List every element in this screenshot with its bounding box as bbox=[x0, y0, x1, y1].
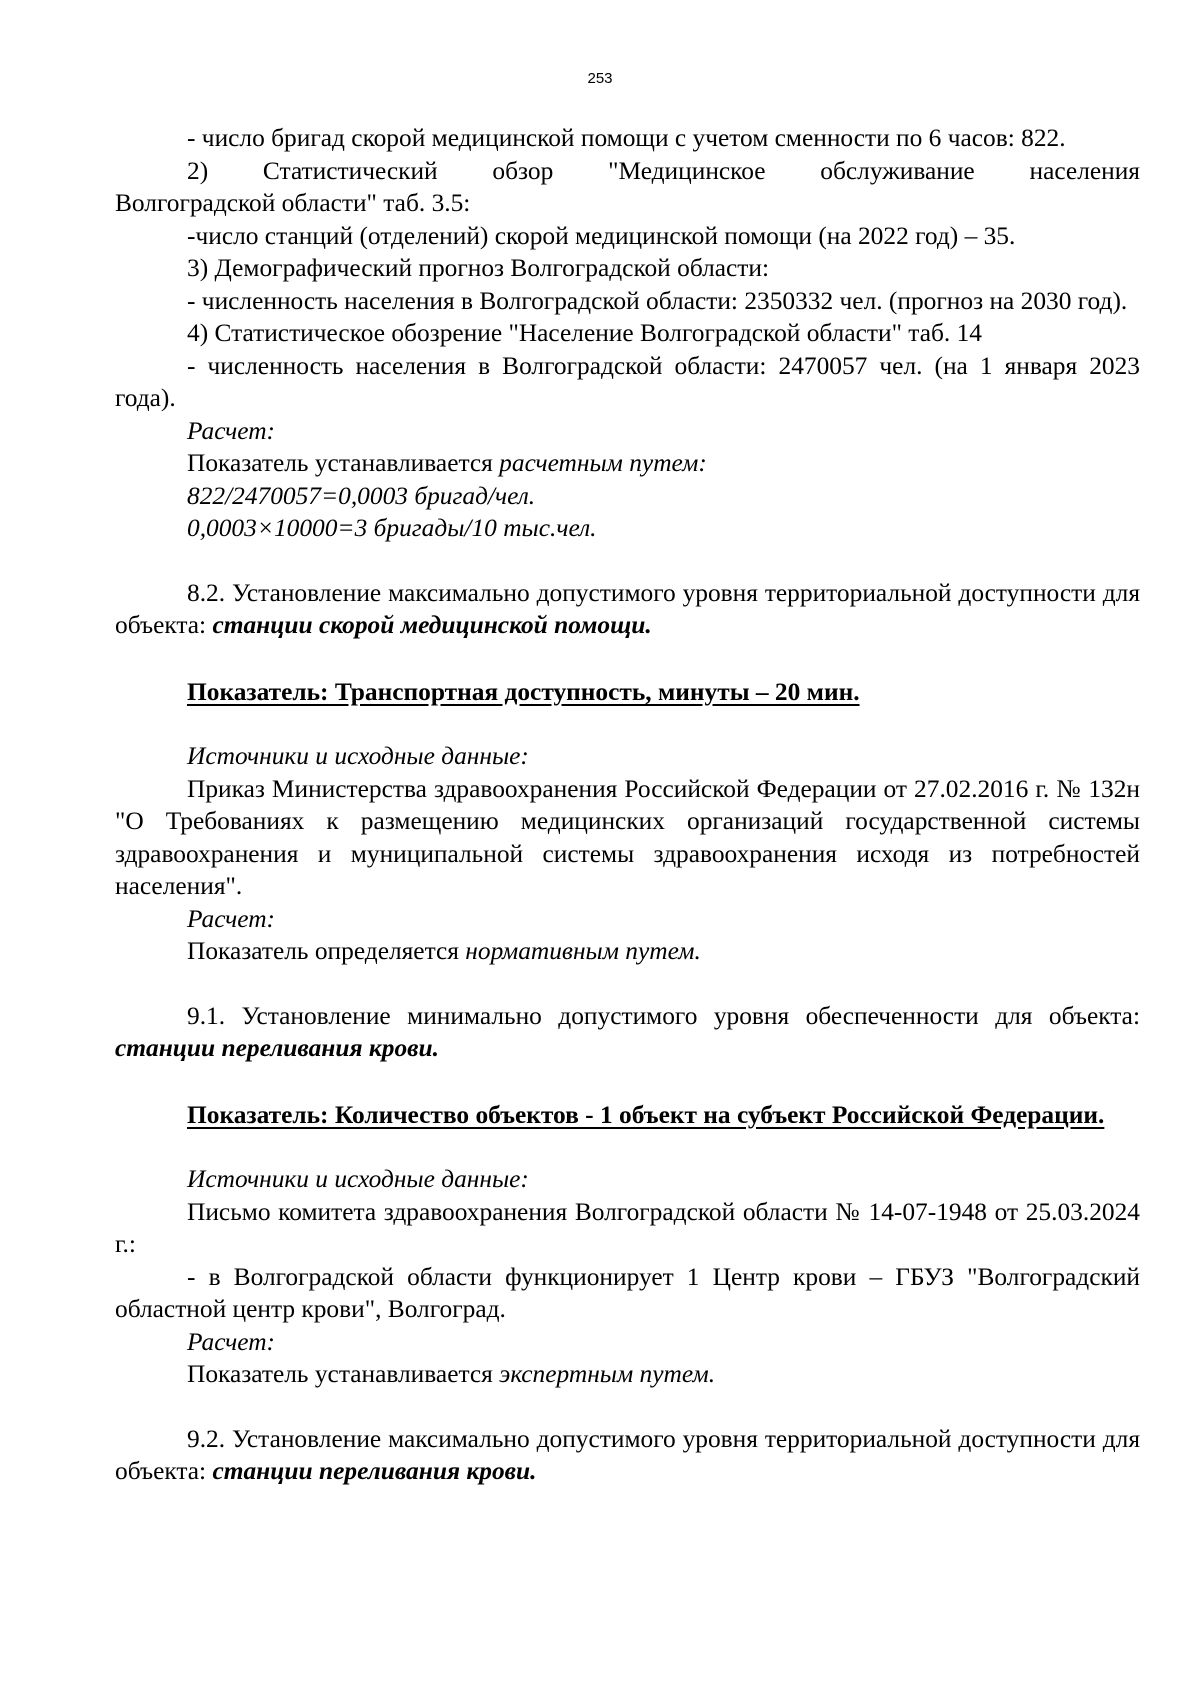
sources-label-1 bbox=[115, 740, 1140, 773]
letter-reference: Письмо комитета здравоохранения Волгоградской области № 14-07-1948 от 25.03.2024 г.: bbox=[115, 1197, 1140, 1258]
section-9-2-object: станции переливания крови. bbox=[212, 1457, 537, 1485]
blood-center-line: - в Волгоградской области функционирует 1 Центр крови – ГБУЗ "Волгоградский областной центр крови", Волгоград. bbox=[115, 1262, 1140, 1323]
section-9-2-text: 9.2. Установление максимально допустимого уровня территориальной доступности для объекта: bbox=[115, 1424, 1140, 1485]
calculation-method-line-3 bbox=[115, 1358, 1140, 1391]
spacer bbox=[115, 545, 1140, 577]
calculation-method-line-2 bbox=[115, 935, 1140, 968]
order-reference: Приказ Министерства здравоохранения Российской Федерации от 27.02.2016 г. № 132н "О Требованиях к размещению медицинских организаций государственной системы здравоохранения и муниципальной системы здравоохранения исходя из потребностей населения". bbox=[115, 774, 1140, 900]
calculation-label bbox=[115, 415, 1140, 448]
source-3-title: 3) Демографический прогноз Волгоградской области: bbox=[187, 254, 770, 282]
calculation-label-2-text: Расчет: bbox=[187, 904, 276, 933]
stations-count-line: -число станций (отделений) скорой медицинской помощи (на 2022 год) – 35. bbox=[187, 221, 1016, 250]
population-forecast-line: - численность населения в Волгоградской области: 2350332 чел. (прогноз на 2030 год). bbox=[187, 286, 1128, 315]
page-number: 253 bbox=[587, 70, 613, 87]
spacer bbox=[115, 1391, 1140, 1423]
brigades-count-line: - число бригад скорой медицинской помощи с учетом сменности по 6 часов: 822. bbox=[187, 124, 1066, 152]
section-9-1-heading bbox=[115, 1000, 1140, 1065]
section-9-1-text: 9.1. Установление минимально допустимого уровня обеспеченности для объекта: bbox=[187, 1001, 1140, 1030]
spacer bbox=[115, 1131, 1140, 1163]
calculation-label-3-text: Расчет: bbox=[187, 1327, 276, 1356]
calculation-formula-2 bbox=[115, 512, 1140, 545]
section-8-2-heading bbox=[115, 577, 1140, 642]
indicator-heading-1-text: Показатель: Транспортная доступность, минуты – 20 мин. bbox=[187, 677, 860, 706]
calculation-label-2 bbox=[115, 903, 1140, 936]
calculation-method-3-prefix: Показатель устанавливается bbox=[187, 1360, 500, 1388]
calculation-method-prefix: Показатель устанавливается bbox=[187, 449, 500, 477]
section-8-2-object: станции скорой медицинской помощи. bbox=[212, 611, 652, 639]
calculation-label-3 bbox=[115, 1326, 1140, 1359]
formula-2-text: 0,0003×10000=3 бригады/10 тыс.чел. bbox=[187, 514, 597, 542]
calculation-method-2: нормативным путем. bbox=[465, 937, 701, 965]
indicator-heading-2 bbox=[115, 1099, 1140, 1132]
calculation-method-3: экспертным путем. bbox=[499, 1360, 716, 1388]
formula-1-text: 822/2470057=0,0003 бригад/чел. bbox=[187, 481, 536, 510]
source-2-title-cont: Волгоградской области" таб. 3.5: bbox=[115, 189, 471, 217]
calculation-formula-1 bbox=[115, 480, 1140, 513]
section-8-2-text: 8.2. Установление максимально допустимого уровня территориальной доступности для объекта: bbox=[115, 578, 1140, 639]
indicator-heading-1 bbox=[115, 676, 1140, 709]
indicator-heading-2-text: Показатель: Количество объектов - 1 объект на субъект Российской Федерации. bbox=[187, 1100, 1105, 1129]
calculation-label-text: Расчет: bbox=[187, 416, 276, 445]
page-content bbox=[115, 122, 1140, 1488]
spacer bbox=[115, 642, 1140, 676]
spacer bbox=[115, 1065, 1140, 1099]
sources-label-2 bbox=[115, 1163, 1140, 1196]
calculation-method-line bbox=[115, 447, 1140, 480]
calculation-method-2-prefix: Показатель определяется bbox=[187, 937, 466, 965]
spacer bbox=[115, 968, 1140, 1000]
source-2-title: 2) Статистический обзор "Медицинское обслуживание населения bbox=[187, 156, 1140, 185]
spacer bbox=[115, 708, 1140, 740]
population-current-line: - численность населения в Волгоградской области: 2470057 чел. (на 1 января 2023 года). bbox=[115, 351, 1140, 412]
section-9-2-heading bbox=[115, 1423, 1140, 1488]
sources-label-1-text: Источники и исходные данные: bbox=[187, 742, 529, 770]
section-9-1-object: станции переливания крови. bbox=[115, 1034, 439, 1062]
calculation-method: расчетным путем: bbox=[499, 449, 707, 477]
source-4-title: 4) Статистическое обозрение "Население Волгоградской области" таб. 14 bbox=[187, 319, 982, 347]
sources-label-2-text: Источники и исходные данные: bbox=[187, 1165, 529, 1193]
